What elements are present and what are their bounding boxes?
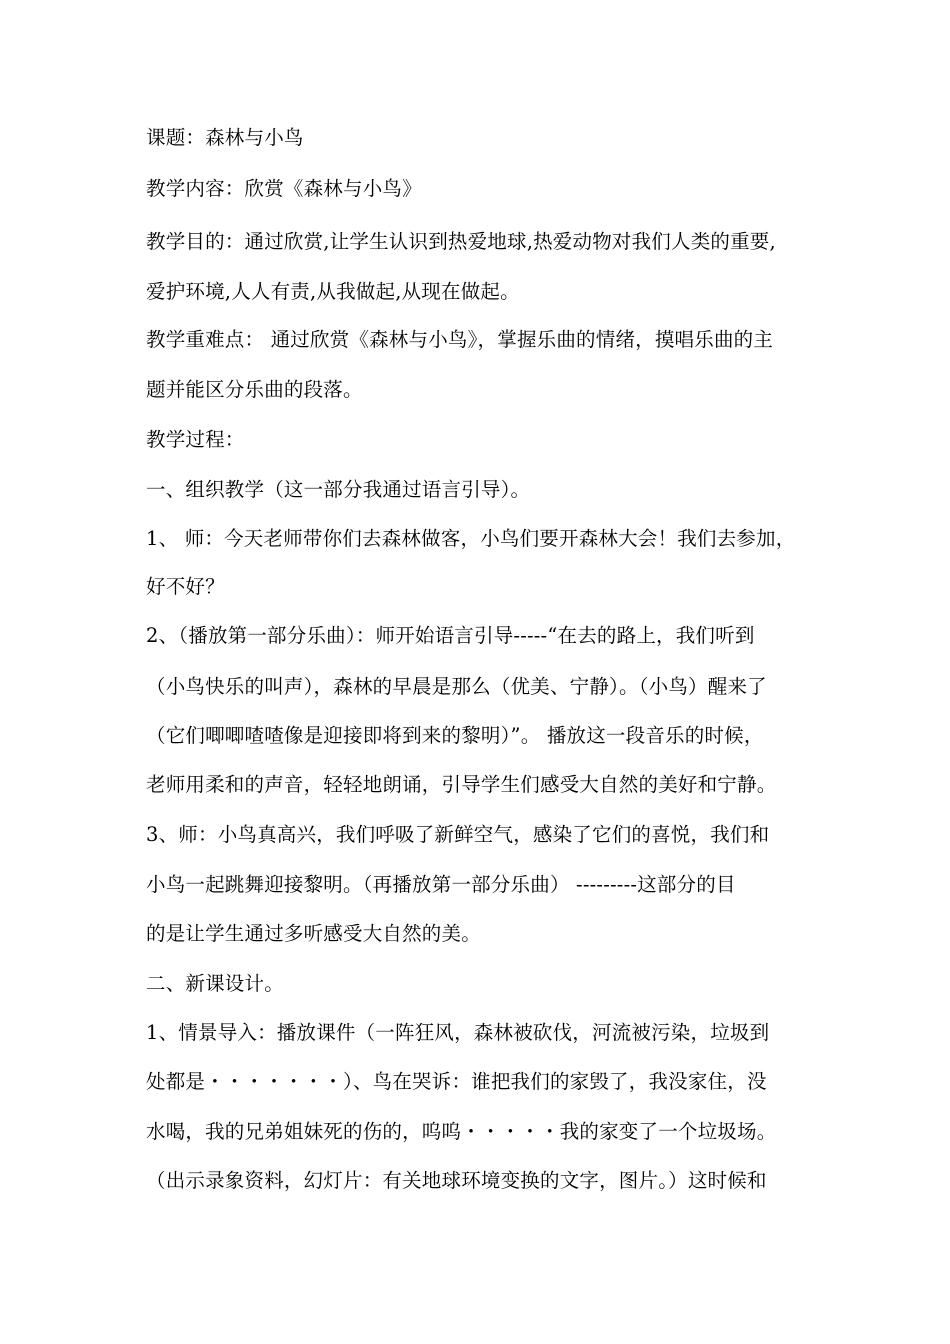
key-points-line-1: 教学重难点： 通过欣赏《森林与小鸟》，掌握乐曲的情绪，摸唱乐曲的主 [146, 328, 774, 351]
step-3-line-1: 3、师：小鸟真高兴，我们呼吸了新鲜空气，感染了它们的喜悦，我们和 [146, 823, 770, 846]
step-1-line-2: 好不好？ [146, 575, 225, 598]
intro-line-1: 1、情景导入：播放课件（一阵狂风，森林被砍伐，河流被污染，垃圾到 [146, 1021, 770, 1044]
lesson-title: 课题：森林与小鸟 [146, 126, 304, 149]
step-2-line-1: 2、（播放第一部分乐曲）：师开始语言引导-----“在去的路上，我们听到 [146, 624, 755, 647]
step-2-line-2: （小鸟快乐的叫声），森林的早晨是那么（优美、宁静）。（小鸟）醒来了 [146, 675, 767, 698]
key-points-line-2: 题并能区分乐曲的段落。 [146, 378, 363, 401]
step-2-line-4: 老师用柔和的声音，轻轻地朗诵，引导学生们感受大自然的美好和宁静。 [146, 773, 777, 796]
intro-line-2: 处都是・・・・・・・）、鸟在哭诉：谁把我们的家毁了，我没家住，没 [146, 1070, 767, 1093]
step-3-line-3: 的是让学生通过多听感受大自然的美。 [146, 922, 481, 945]
step-1-line-1: 1、 师：今天老师带你们去森林做客，小鸟们要开森林大会！我们去参加， [146, 527, 796, 550]
teaching-content: 教学内容：欣赏《森林与小鸟》 [146, 177, 422, 200]
intro-line-3: 水喝，我的兄弟姐妹死的伤的，呜呜・・・・・我的家变了一个垃圾场。 [146, 1120, 777, 1143]
step-2-line-3: （它们唧唧喳喳像是迎接即将到来的黎明）”。 播放这一段音乐的时候， [146, 724, 764, 747]
step-3-line-2: 小鸟一起跳舞迎接黎明。（再播放第一部分乐曲） ---------这部分的目 [146, 873, 736, 896]
teaching-goal-line-1: 教学目的：通过欣赏,让学生认识到热爱地球,热爱动物对我们人类的重要, [146, 230, 776, 253]
intro-line-4: （出示录象资料，幻灯片：有关地球环境变换的文字，图片。）这时候和 [146, 1169, 767, 1192]
teaching-goal-line-2: 爱护环境,人人有责,从我做起,从现在做起。 [146, 280, 520, 303]
teaching-process-heading: 教学过程： [146, 428, 245, 451]
section-one-heading: 一、组织教学（这一部分我通过语言引导）。 [146, 478, 531, 501]
section-two-heading: 二、新课设计。 [146, 972, 284, 995]
